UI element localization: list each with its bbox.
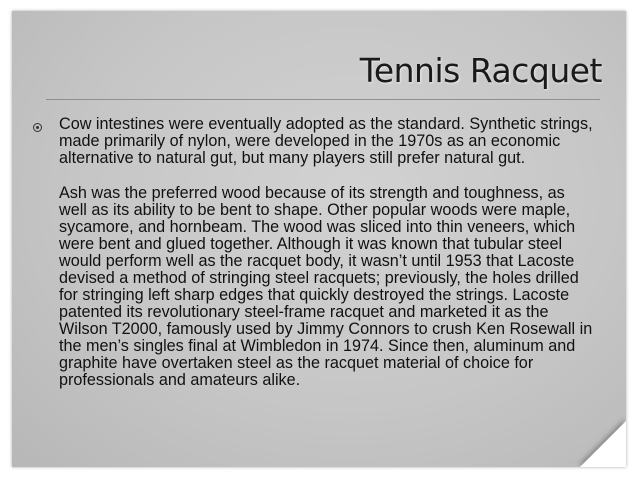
- slide: [12, 11, 626, 467]
- slide-title: Tennis Racquet: [359, 51, 602, 90]
- circle-bullet-icon: [33, 123, 42, 132]
- bullet-content: [59, 116, 594, 407]
- paragraph-gut-strings: Cow intestines were eventually adopted as the standard. Synthetic strings, made primarily of nylon, were developed in the 1970s as an economic alternative to natural gut, but many players still prefer natural gut.: [59, 115, 593, 167]
- title-divider: [46, 99, 600, 100]
- paragraph-wood-and-steel: Ash was the preferred wood because of its strength and toughness, as well as its ability to be bent to shape. Other popular woods were maple, sycamore, and hornbeam. The wood was sliced into thin veneers, which were bent and glued together. Although it was known that tubular steel would perform well as the racquet body, it wasn’t until 1953 that Lacoste devised a method of stringing steel racquets; previously, the holes drilled for stringing left sharp edges that quickly destroyed the strings. Lacoste patented its revolutionary steel-frame racquet and marketed it as the Wilson T2000, famously used by Jimmy Connors to crush Ken Rosewall in the men’s singles final at Wimbledon in 1974. Since then, aluminum and graphite have overtaken steel as the racquet material of choice for professionals and amateurs alike.: [59, 184, 593, 389]
- page-curl-corner: [580, 421, 626, 467]
